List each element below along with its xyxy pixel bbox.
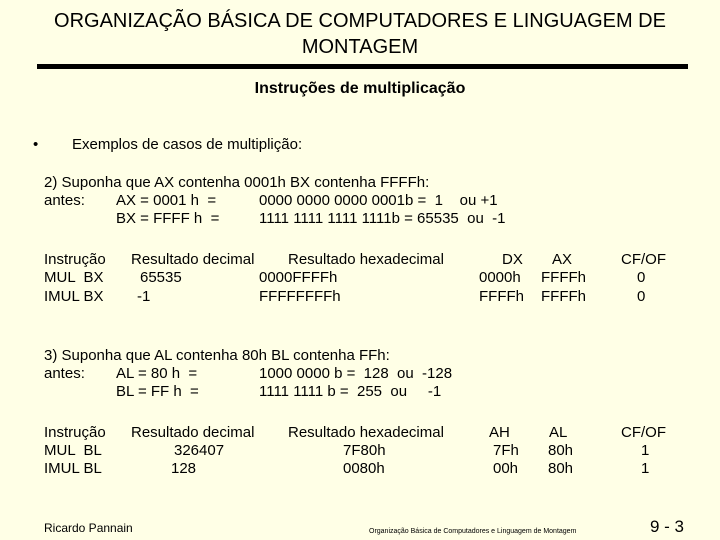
case3-row2-decimal: 128: [171, 460, 197, 477]
bullet-text: Exemplos de casos de multiplição:: [72, 136, 303, 153]
case3-header-instrucao: Instrução: [44, 424, 106, 441]
case3-header-al: AL: [549, 424, 568, 441]
case3-row2-hex: 0080h: [343, 460, 385, 477]
case3-header-ah: AH: [489, 424, 510, 441]
case2-header-hexadecimal: Resultado hexadecimal: [288, 251, 444, 268]
case3-row1-ah: 7Fh: [493, 442, 519, 459]
case3-bl-binary: 1111 1111 b = 255 ou -1: [259, 383, 442, 400]
case2-header-ax: AX: [552, 251, 573, 268]
case2-row1-hex: 0000FFFFh: [259, 269, 338, 286]
case3-row1-decimal: 326407: [174, 442, 225, 459]
case3-header-cfof: CF/OF: [621, 424, 666, 441]
title-divider: [37, 64, 688, 69]
footer-page-number: 9 - 3: [650, 517, 685, 536]
case2-row2-instr: IMUL BX: [44, 288, 104, 305]
case3-row2-flag: 1: [641, 460, 650, 477]
case3-header-hexadecimal: Resultado hexadecimal: [288, 424, 444, 441]
case3-row1-al: 80h: [548, 442, 574, 459]
case2-row1-flag: 0: [637, 269, 646, 286]
case2-row1-instr: MUL BX: [44, 269, 104, 286]
case2-header-decimal: Resultado decimal: [131, 251, 255, 268]
case2-header-instrucao: Instrução: [44, 251, 106, 268]
case3-row1-hex: 7F80h: [343, 442, 386, 459]
case3-heading: 3) Suponha que AL contenha 80h BL contenha FFh:: [44, 347, 390, 364]
case3-header-decimal: Resultado decimal: [131, 424, 255, 441]
case2-row2-flag: 0: [637, 288, 646, 305]
case2-bx-binary: 1111 1111 1111 1111b = 65535 ou -1: [259, 210, 506, 227]
case2-antes-label: antes:: [44, 192, 85, 209]
case2-header-cfof: CF/OF: [621, 251, 666, 268]
case3-row2-instr: IMUL BL: [44, 460, 102, 477]
slide-title: ORGANIZAÇÃO BÁSICA DE COMPUTADORES E LINGUAGEM DE MONTAGEM: [54, 10, 666, 58]
case3-row1-instr: MUL BL: [44, 442, 102, 459]
case3-al-binary: 1000 0000 b = 128 ou -128: [259, 365, 453, 382]
case2-row2-ax: FFFFh: [541, 288, 586, 305]
case3-bl-assign: BL = FF h =: [116, 383, 199, 400]
case2-row1-decimal: 65535: [140, 269, 182, 286]
case2-bx-assign: BX = FFFF h =: [116, 210, 220, 227]
bullet-symbol: •: [33, 136, 39, 153]
case2-ax-binary: 0000 0000 0000 0001b = 1 ou +1: [259, 192, 498, 209]
case2-row1-ax: FFFFh: [541, 269, 586, 286]
case2-row2-hex: FFFFFFFFh: [259, 288, 341, 305]
case2-row1-dx: 0000h: [479, 269, 521, 286]
case3-row2-ah: 00h: [493, 460, 519, 477]
slide-subtitle: Instruções de multiplicação: [254, 80, 466, 97]
case2-heading: 2) Suponha que AX contenha 0001h BX contenha FFFFh:: [44, 174, 430, 191]
footer-course: Organização Básica de Computadores e Linguagem de Montagem: [369, 528, 577, 535]
case2-ax-assign: AX = 0001 h =: [116, 192, 217, 209]
case3-antes-label: antes:: [44, 365, 85, 382]
case3-row2-al: 80h: [548, 460, 574, 477]
case2-row2-dx: FFFFh: [479, 288, 524, 305]
case3-al-assign: AL = 80 h =: [116, 365, 198, 382]
case2-header-dx: DX: [502, 251, 523, 268]
case3-row1-flag: 1: [641, 442, 650, 459]
case2-row2-decimal: -1: [137, 288, 151, 305]
footer-author: Ricardo Pannain: [44, 521, 133, 535]
